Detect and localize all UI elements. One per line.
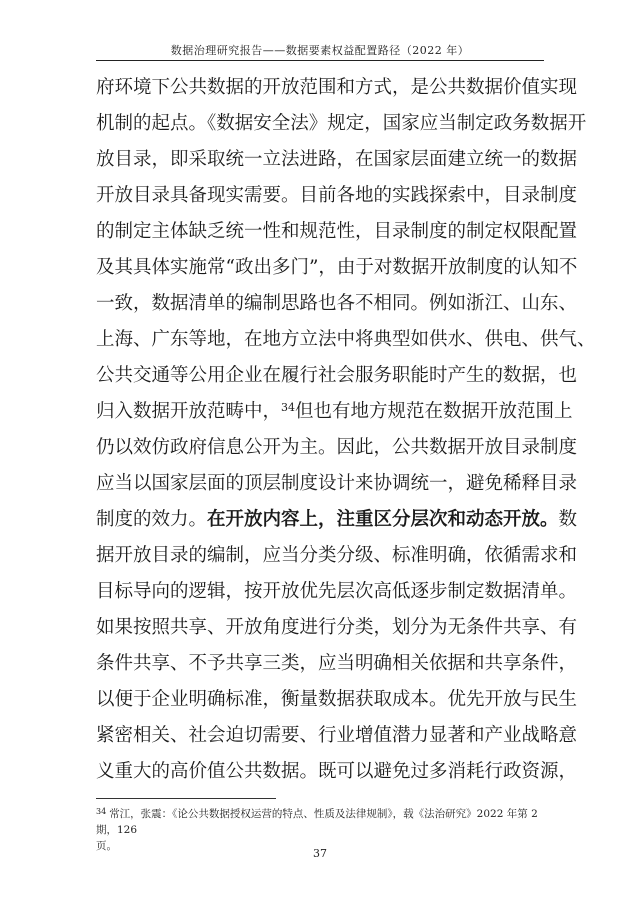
text-line-1: 府环境下公共数据的开放范围和方式，是公共数据价值实现 <box>96 77 578 98</box>
text-line-10 <box>96 394 573 430</box>
footnote-reference: 34 <box>281 401 296 414</box>
running-header: 数据治理研究报告——数据要素权益配置路径（2022 年） <box>170 44 470 57</box>
header-divider <box>96 60 544 61</box>
footnote-divider <box>96 798 276 799</box>
text-line-17: 条件共享、不予共享三类，应当明确相关依据和共享条件， <box>96 653 578 674</box>
text-line-10-before: 归入数据开放范畴中， <box>96 401 282 422</box>
footnote-number: 34 <box>96 807 107 816</box>
text-line-6: 及其具体实施常“政出多门”，由于对数据开放制度的认知不 <box>96 257 578 278</box>
text-line-13 <box>96 502 578 538</box>
text-line-13-before: 制度的效力。 <box>96 509 208 530</box>
text-line-3: 放目录，即采取统一立法进路，在国家层面建立统一的数据 <box>96 149 578 170</box>
text-line-20: 义重大的高价值公共数据。既可以避免过多消耗行政资源， <box>96 761 578 782</box>
text-line-10-after: 但也有地方规范在数据开放范围上 <box>295 401 573 422</box>
text-line-11: 仍以效仿政府信息公开为主。因此，公共数据开放目录制度 <box>96 437 578 458</box>
text-line-18: 以便于企业明确标准，衡量数据获取成本。优先开放与民生 <box>96 689 578 710</box>
text-line-13-after: 数 <box>558 509 578 530</box>
text-line-2: 机制的起点。《数据安全法》规定，国家应当制定政务数据开 <box>96 113 587 134</box>
text-line-4: 开放目录具备现实需要。目前各地的实践探索中，目录制度 <box>96 185 578 206</box>
text-line-16: 如果按照共享、开放角度进行分类，划分为无条件共享、有 <box>96 617 578 638</box>
text-line-5: 的制定主体缺乏统一性和规范性，目录制度的制定权限配置 <box>96 221 578 242</box>
bold-emphasis: 在开放内容上，注重区分层次和动态开放。 <box>207 509 559 530</box>
text-line-7: 一致，数据清单的编制思路也各不相同。例如浙江、山东、 <box>96 293 578 314</box>
footnote-line-1 <box>96 806 544 838</box>
text-line-19: 紧密相关、社会迫切需要、行业增值潜力显著和产业战略意 <box>96 725 578 746</box>
text-line-9: 公共交通等公用企业在履行社会服务职能时产生的数据，也 <box>96 365 578 386</box>
text-line-8: 上海、广东等地，在地方立法中将典型如供水、供电、供气、 <box>96 329 596 350</box>
footnote-line-2: 页。 <box>96 840 117 852</box>
text-line-15: 目标导向的逻辑，按开放优先层次高低逐步制定数据清单。 <box>96 581 578 602</box>
footnote-text: 常江，张震：《论公共数据授权运营的特点、性质及法律规制》，载《法治研究》2022 年第 2 期，126 <box>96 808 538 836</box>
page-number: 37 <box>313 847 327 860</box>
text-line-14: 据开放目录的编制，应当分类分级、标准明确，依循需求和 <box>96 545 578 566</box>
body-paragraph <box>96 70 596 790</box>
text-line-12: 应当以国家层面的顶层制度设计来协调统一，避免稀释目录 <box>96 473 578 494</box>
